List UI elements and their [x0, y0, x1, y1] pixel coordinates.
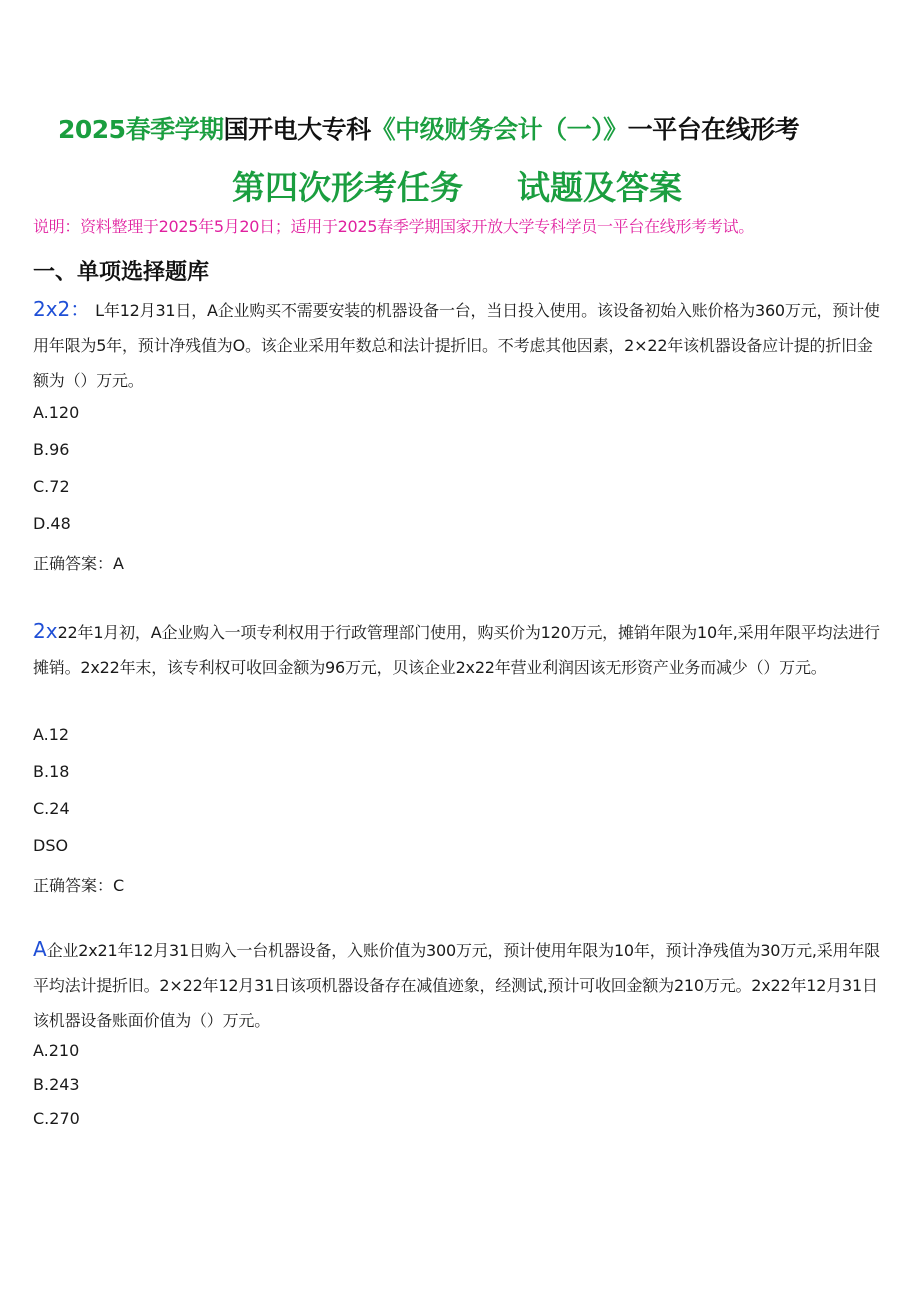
title-school: 国开电大专科 — [223, 115, 371, 144]
question-stem: 企业2x21年12月31日购入一台机器设备，入账价值为300万元，预计使用年限为10年，预计净残值为30万元,采用年限平均法计提折旧。2×22年12月31日该项机器设备存在减值迹象，经测试,预计可收回金额为210万元。2x22年12月31日该机器设备账面价值为（）万元。 — [33, 941, 880, 1030]
question-number: A — [33, 937, 47, 961]
title-platform: 一平台在线形考 — [627, 115, 800, 144]
question-number: 2x2： — [33, 297, 91, 321]
subtitle-answers: 试题及答案 — [517, 168, 682, 207]
document-note: 说明：资料整理于2025年5月20日；适用于2025春季学期国家开放大学专科学员一平台在线形考考试。 — [33, 217, 754, 236]
title-course: 《中级财务会计（一）》 — [370, 115, 628, 144]
question-option: A.12 — [33, 725, 70, 744]
question-option: B.96 — [33, 440, 70, 459]
question-option: A.120 — [33, 403, 80, 422]
section-title: 一、单项选择题库 — [33, 260, 210, 285]
subtitle-task: 第四次形考任务 — [232, 168, 463, 207]
document-subtitle — [232, 162, 682, 209]
question-option: C.72 — [33, 477, 70, 496]
question-option: C.24 — [33, 799, 70, 818]
question-option: B.18 — [33, 762, 70, 781]
question-option: DSO — [33, 836, 69, 855]
question-2 — [33, 614, 883, 685]
title-term: 2025春季学期 — [58, 115, 224, 144]
question-option: D.48 — [33, 514, 71, 533]
question-stem: 22年1月初，A企业购入一项专利权用于行政管理部门使用，购买价为120万元，摊销年限为10年,采用年限平均法进行摊销。2x22年末，该专利权可收回金额为96万元，贝该企业2x22年营业利润因该无形资产业务而减少（）万元。 — [33, 623, 880, 677]
question-answer: 正确答案：C — [33, 876, 125, 895]
question-1 — [33, 292, 883, 398]
document-title — [58, 110, 799, 146]
question-option: A.210 — [33, 1041, 80, 1060]
question-3 — [33, 932, 883, 1038]
question-option: B.243 — [33, 1075, 80, 1094]
question-answer: 正确答案：A — [33, 554, 124, 573]
question-option: C.270 — [33, 1109, 80, 1128]
question-stem: L年12月31日，A企业购买不需要安装的机器设备一台，当日投入使用。该设备初始入账价格为360万元，预计使用年限为5年，预计净残值为O。该企业采用年数总和法计提折旧。不考虑其他因素，2×22年该机器设备应计提的折旧金额为（）万元。 — [33, 301, 880, 390]
question-number: 2x — [33, 619, 58, 643]
